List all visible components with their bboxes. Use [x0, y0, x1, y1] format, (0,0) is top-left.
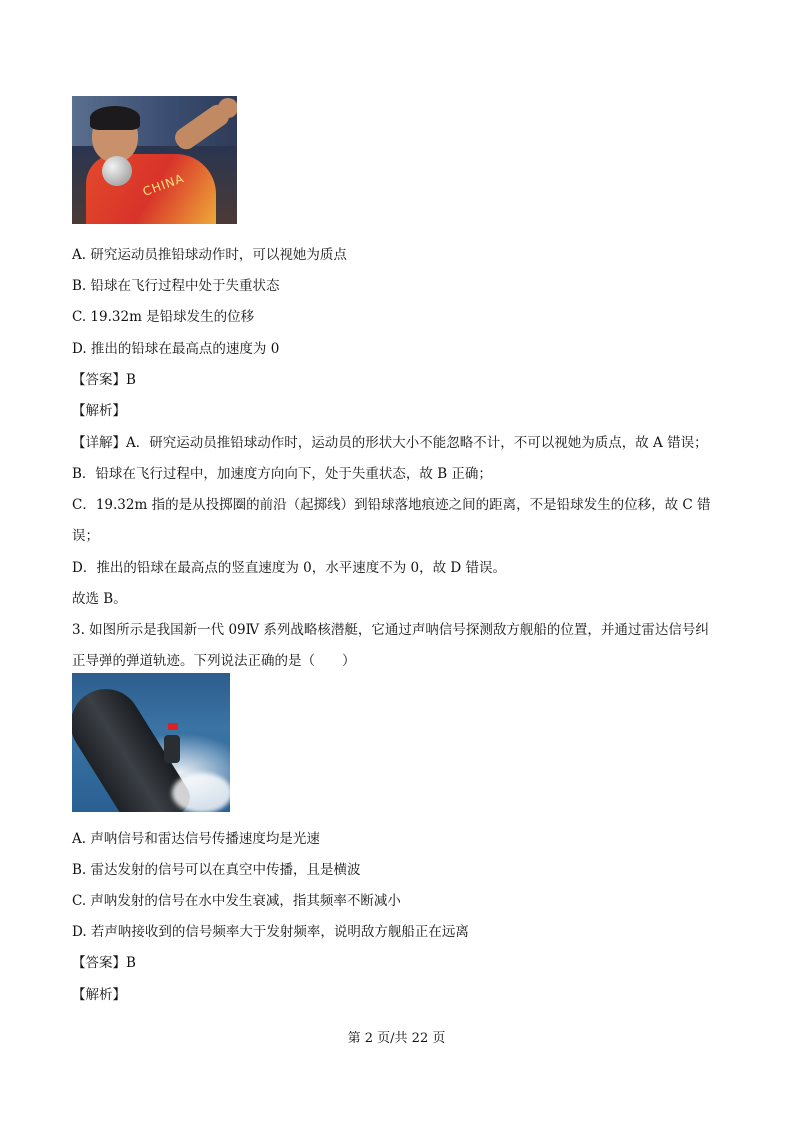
q2-answer: 【答案】B: [72, 372, 136, 388]
q2-analysis-label: 【解析】: [72, 403, 126, 419]
q3-analysis-label: 【解析】: [72, 987, 126, 1003]
q3-option-d: D. 若声呐接收到的信号频率大于发射频率，说明敌方舰船正在远离: [72, 924, 469, 940]
q3-stem-line2: 正导弹的弹道轨迹。下列说法正确的是（ ）: [72, 653, 356, 669]
shot-put-athlete-image: [72, 96, 237, 224]
q2-detail-line: B．铅球在飞行过程中，加速度方向向下，处于失重状态，故 B 正确；: [72, 466, 492, 482]
q2-option-a: A. 研究运动员推铅球动作时，可以视她为质点: [72, 247, 347, 263]
q2-detail-line: C．19.32m 指的是从投掷圈的前沿（起掷线）到铅球落地痕迹之间的距离，不是铅球发生的位移，故 C 错: [72, 497, 711, 513]
q3-option-c: C. 声呐发射的信号在水中发生衰减，指其频率不断减小: [72, 893, 401, 909]
q2-option-c: C. 19.32m 是铅球发生的位移: [72, 309, 255, 325]
q3-stem-line1: 3. 如图所示是我国新一代 09Ⅳ 系列战略核潜艇，它通过声呐信号探测敌方舰船的位置，并通过雷达信号纠: [72, 622, 709, 638]
page-number-footer: 第 2 页/共 22 页: [347, 1031, 446, 1046]
shirt-logo: CHINA: [140, 171, 187, 199]
q2-detail-line: D．推出的铅球在最高点的竖直速度为 0，水平速度不为 0，故 D 错误。: [72, 560, 506, 576]
q2-conclusion: 故选 B。: [72, 591, 127, 607]
q3-option-b: B. 雷达发射的信号可以在真空中传播，且是横波: [72, 862, 361, 878]
q2-option-b: B. 铅球在飞行过程中处于失重状态: [72, 278, 280, 294]
q2-option-d: D. 推出的铅球在最高点的速度为 0: [72, 341, 280, 357]
q3-answer: 【答案】B: [72, 955, 136, 971]
q3-option-a: A. 声呐信号和雷达信号传播速度均是光速: [72, 831, 320, 847]
q2-detail-line: 误；: [72, 528, 99, 544]
submarine-image: [72, 673, 230, 812]
q2-detail-line: 【详解】A．研究运动员推铅球动作时，运动员的形状大小不能忽略不计，不可以视她为质点，故 A 错误；: [72, 435, 708, 451]
